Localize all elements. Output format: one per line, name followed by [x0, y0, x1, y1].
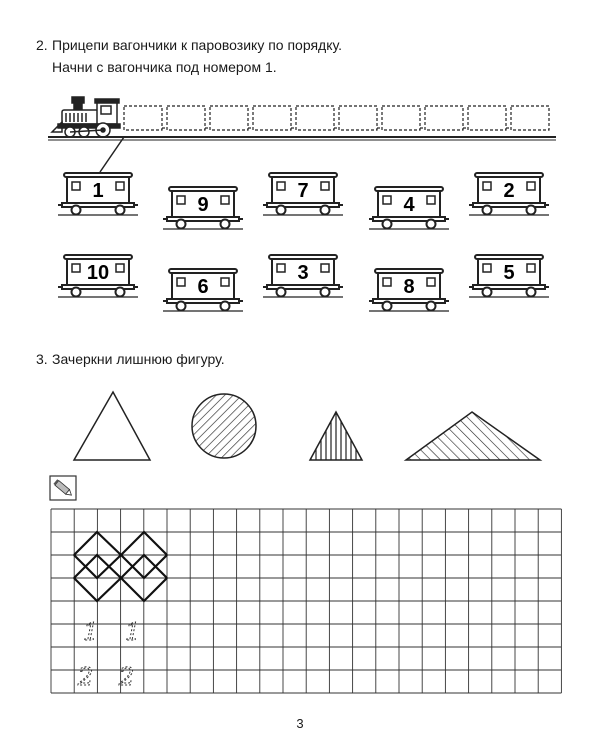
shape-triangle-hatched-wide[interactable] [406, 412, 540, 460]
task3-instruction: Зачеркни лишнюю фигуру. [52, 351, 225, 367]
wagon[interactable] [263, 255, 343, 297]
dotted-digit-two: 2 [78, 663, 94, 691]
wagon-number: 9 [197, 194, 209, 216]
dotted-digit-one: 1 [125, 618, 141, 646]
wagon[interactable] [369, 269, 449, 311]
wagon-number: 2 [503, 180, 515, 202]
task2-line2: Начни с вагончика под номером 1. [52, 59, 277, 75]
empty-wagon-slots [124, 106, 549, 130]
empty-wagon-slot[interactable] [468, 106, 506, 130]
wagon[interactable] [263, 173, 343, 215]
wagon[interactable] [163, 187, 243, 229]
wagon-number: 5 [503, 262, 515, 284]
wagon[interactable] [163, 269, 243, 311]
wagon[interactable] [58, 255, 138, 297]
dotted-digit-two: 2 [119, 663, 135, 691]
dotted-digit-one: 1 [83, 618, 99, 646]
wagon[interactable] [469, 255, 549, 297]
shape-triangle-hatched-small[interactable] [310, 412, 362, 460]
shape-circle-hatched[interactable] [192, 394, 256, 458]
wagon-row-2 [58, 255, 549, 311]
task2-number: 2. [36, 37, 48, 53]
empty-wagon-slot[interactable] [296, 106, 334, 130]
wagon[interactable] [469, 173, 549, 215]
wagon-row-1 [58, 173, 549, 229]
empty-wagon-slot[interactable] [167, 106, 205, 130]
empty-wagon-slot[interactable] [124, 106, 162, 130]
wagon[interactable] [369, 187, 449, 229]
wagon-number: 6 [197, 276, 209, 298]
connector-line [100, 137, 124, 172]
empty-wagon-slot[interactable] [425, 106, 463, 130]
pencil-icon [50, 476, 76, 500]
empty-wagon-slot[interactable] [210, 106, 248, 130]
wagon-number: 4 [403, 194, 415, 216]
task2-instruction: Прицепи вагончики к паровозику по порядку. [52, 37, 342, 53]
wagon-number: 1 [92, 180, 104, 202]
wagon[interactable] [58, 173, 138, 215]
wagon-number: 8 [403, 276, 415, 298]
locomotive-icon [52, 97, 120, 137]
wagon-number: 3 [297, 262, 309, 284]
empty-wagon-slot[interactable] [511, 106, 549, 130]
shape-triangle-empty[interactable] [74, 392, 150, 460]
empty-wagon-slot[interactable] [253, 106, 291, 130]
handwriting-samples [77, 618, 140, 691]
wagon-number: 10 [86, 262, 110, 284]
empty-wagon-slot[interactable] [339, 106, 377, 130]
wagon-number: 7 [297, 180, 309, 202]
empty-wagon-slot[interactable] [382, 106, 420, 130]
page-number: 3 [296, 716, 304, 731]
task3-number: 3. [36, 351, 48, 367]
